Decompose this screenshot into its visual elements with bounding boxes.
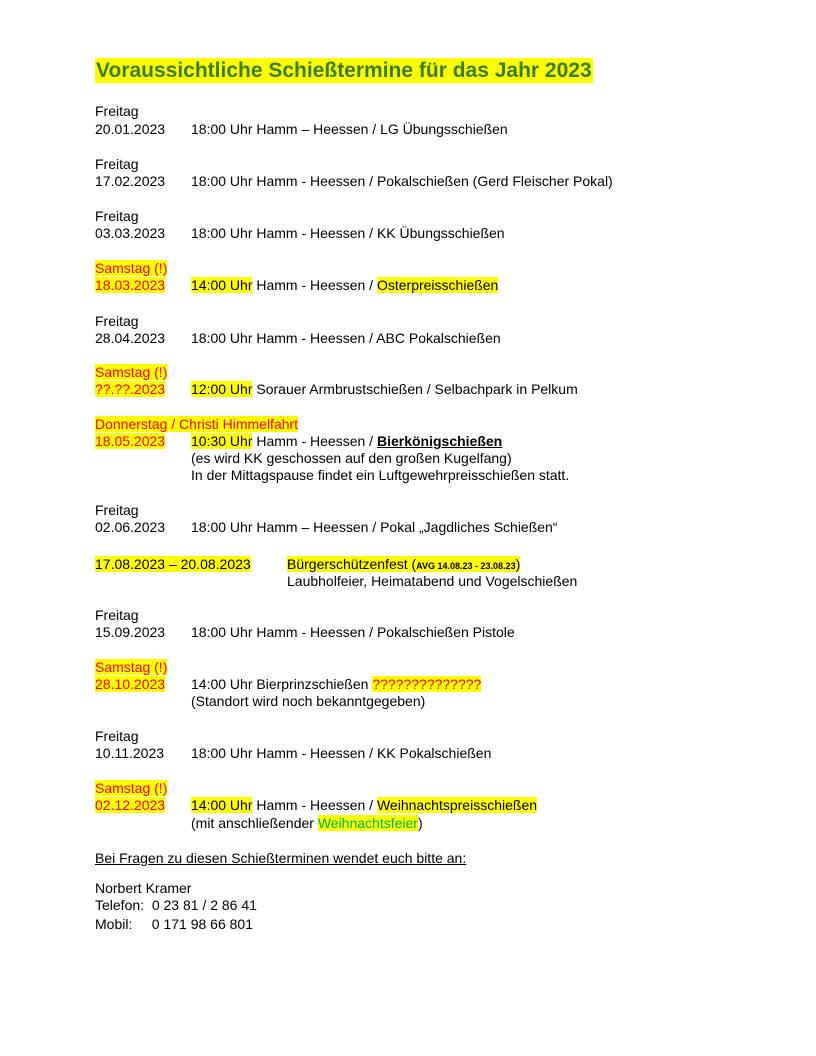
event-time: 10:30 Uhr	[191, 433, 253, 449]
event-day: Freitag	[95, 502, 139, 518]
event-date: 20.01.2023	[95, 121, 166, 137]
event-day: Donnerstag / Christi Himmelfahrt	[95, 416, 299, 432]
event-time: 14:00 Uhr	[191, 797, 253, 813]
event-day: Samstag (!)	[95, 659, 168, 675]
event-text: 18:00 Uhr Hamm – Heessen / LG Übungsschießen	[191, 121, 508, 137]
event-avg: AVG 14.08.23 - 23.08.23	[416, 561, 516, 571]
event-day: Freitag	[95, 208, 139, 224]
event-note: In der Mittagspause findet ein Luftgewehrpreisschießen statt.	[191, 467, 570, 483]
page-title: Voraussichtliche Schießtermine für das Jahr 2023	[96, 59, 592, 82]
contact-mobile: Mobil: 0 171 98 66 801	[95, 916, 253, 932]
event-date: ??.??.2023	[95, 381, 166, 397]
event-day: Samstag (!)	[95, 364, 168, 380]
note-start: (mit anschließender	[191, 815, 318, 831]
event-text	[191, 676, 481, 693]
event-text: 18:00 Uhr Hamm – Heessen / Pokal „Jagdliches Schießen“	[191, 519, 558, 535]
event-text: 18:00 Uhr Hamm - Heessen / KK Übungsschießen	[191, 225, 505, 241]
event-text: 18:00 Uhr Hamm - Heessen / Pokalschießen (Gerd Fleischer Pokal)	[191, 173, 613, 189]
event-unknown: ??????????????	[372, 676, 482, 692]
event-date: 18.03.2023	[95, 277, 166, 293]
event-day: Freitag	[95, 313, 139, 329]
contact-phone: Telefon: 0 23 81 / 2 86 41	[95, 897, 257, 913]
event-name: 14:00 Uhr Bierprinzschießen	[191, 676, 373, 692]
event-name: Weihnachtspreisschießen	[376, 797, 538, 813]
event-date: 18.05.2023	[95, 433, 166, 449]
event-note: (es wird KK geschossen auf den großen Kugelfang)	[191, 450, 512, 466]
event-text	[191, 277, 498, 294]
event-day: Freitag	[95, 607, 139, 623]
event-date: 03.03.2023	[95, 225, 166, 241]
event-location: Hamm - Heessen /	[252, 797, 377, 813]
event-note	[191, 815, 423, 832]
event-name: Osterpreisschießen	[376, 277, 499, 293]
event-date: 02.12.2023	[95, 797, 166, 813]
event-date: 15.09.2023	[95, 624, 166, 640]
event-text	[191, 797, 537, 814]
event-day: Samstag (!)	[95, 260, 168, 276]
event-day: Freitag	[95, 728, 139, 744]
event-location: Hamm - Heessen /	[252, 433, 377, 449]
event-location: Hamm - Heessen /	[252, 277, 377, 293]
event-day: Freitag	[95, 103, 139, 119]
contact-name: Norbert Kramer	[95, 880, 192, 896]
event-text: 18:00 Uhr Hamm - Heessen / Pokalschießen Pistole	[191, 624, 515, 640]
event-date: 17.02.2023	[95, 173, 166, 189]
event-rest: Sorauer Armbrustschießen / Selbachpark in Pelkum	[252, 381, 578, 397]
event-note: Laubholfeier, Heimatabend und Vogelschießen	[287, 573, 578, 589]
event-name: Bürgerschützenfest (	[287, 556, 417, 572]
event-time: 12:00 Uhr	[191, 381, 253, 397]
event-date: 10.11.2023	[95, 745, 165, 761]
event-text: 18:00 Uhr Hamm - Heessen / KK Pokalschießen	[191, 745, 492, 761]
event-note: (Standort wird noch bekanntgegeben)	[191, 693, 426, 709]
event-close: )	[515, 556, 521, 572]
event-day: Freitag	[95, 156, 139, 172]
event-date: 02.06.2023	[95, 519, 166, 535]
contact-heading: Bei Fragen zu diesen Schießterminen wendet euch bitte an:	[95, 850, 467, 866]
event-text	[191, 433, 502, 450]
event-time: 14:00 Uhr	[191, 277, 253, 293]
event-text: 18:00 Uhr Hamm - Heessen / ABC Pokalschießen	[191, 330, 501, 346]
note-end: )	[417, 815, 423, 831]
event-date-range: 17.08.2023 – 20.08.2023	[95, 556, 251, 572]
event-text	[191, 381, 578, 398]
note-highlight: Weihnachtsfeier	[317, 815, 418, 831]
event-day: Samstag (!)	[95, 780, 168, 796]
event-date: 28.10.2023	[95, 676, 166, 692]
event-name: Bierkönigschießen	[376, 433, 503, 449]
event-date: 28.04.2023	[95, 330, 166, 346]
